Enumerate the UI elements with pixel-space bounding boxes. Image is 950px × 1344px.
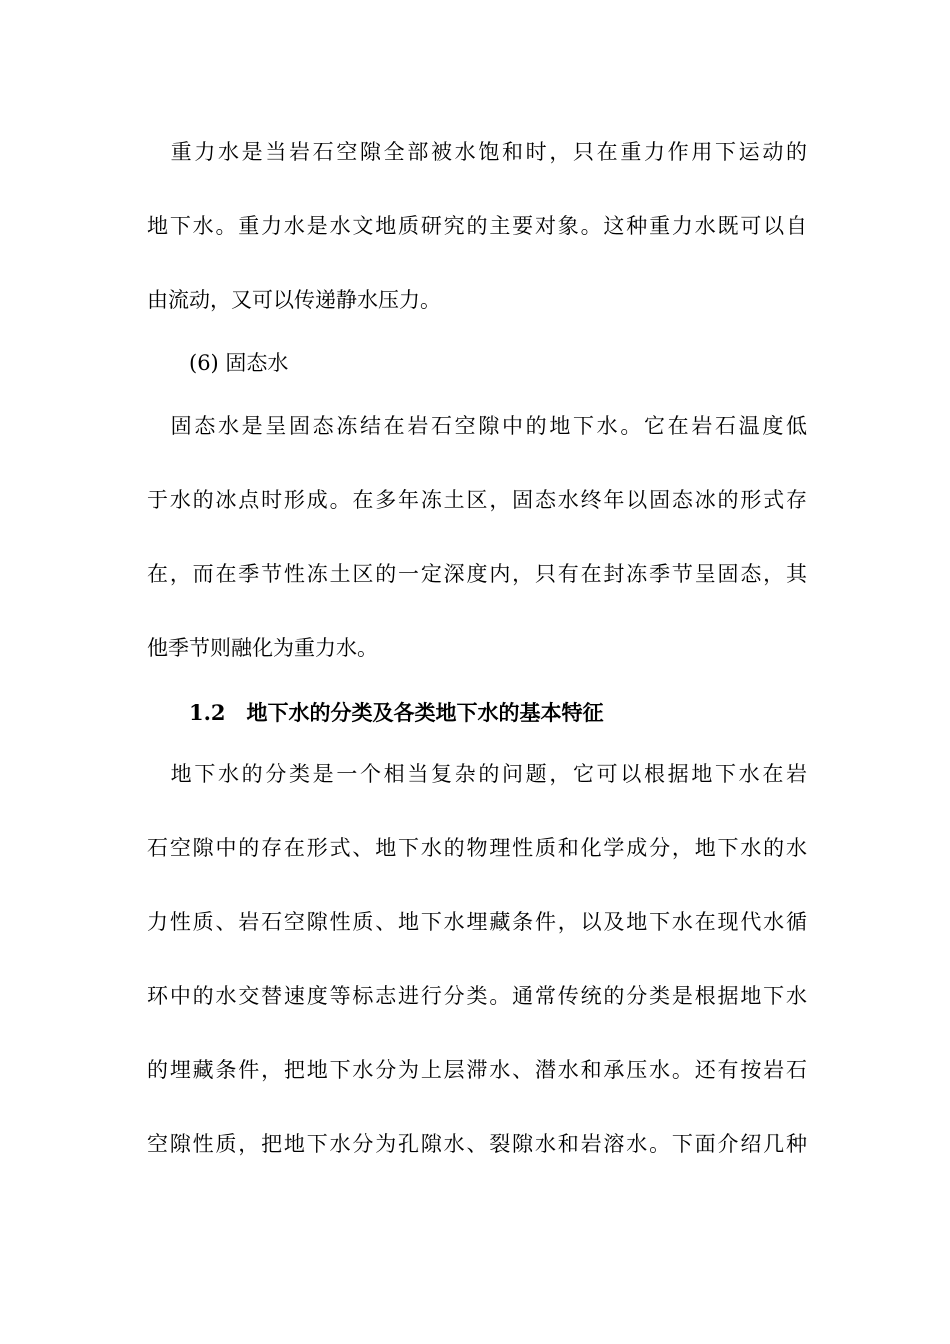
text-line: 空隙性质，把地下水分为孔隙水、裂隙水和岩溶水。下面介绍几种 xyxy=(147,1132,807,1156)
text-line: 环中的水交替速度等标志进行分类。通常传统的分类是根据地下水 xyxy=(147,984,807,1008)
text-line: 石空隙中的存在形式、地下水的物理性质和化学成分，地下水的水 xyxy=(147,836,807,860)
text-line: 的埋藏条件，把地下水分为上层滞水、潜水和承压水。还有按岩石 xyxy=(147,1058,807,1082)
list-item-heading: (6) 固态水 xyxy=(189,351,289,375)
text-line: 固态水是呈固态冻结在岩石空隙中的地下水。它在岩石温度低 xyxy=(147,414,807,438)
text-line: 地下水的分类是一个相当复杂的问题，它可以根据地下水在岩 xyxy=(147,762,807,786)
text-line: 他季节则融化为重力水。 xyxy=(147,636,378,660)
text-line: 重力水是当岩石空隙全部被水饱和时，只在重力作用下运动的 xyxy=(147,140,807,164)
text-line: 在，而在季节性冻土区的一定深度内，只有在封冻季节呈固态，其 xyxy=(147,562,807,586)
text-line: 力性质、岩石空隙性质、地下水埋藏条件，以及地下水在现代水循 xyxy=(147,910,807,934)
text-line: 地下水。重力水是水文地质研究的主要对象。这种重力水既可以自 xyxy=(147,214,807,238)
text-line: 由流动，又可以传递静水压力。 xyxy=(147,288,441,312)
section-heading: 1.2 地下水的分类及各类地下水的基本特征 xyxy=(189,700,604,725)
text-line: 于水的冰点时形成。在多年冻土区，固态水终年以固态冰的形式存 xyxy=(147,488,807,512)
